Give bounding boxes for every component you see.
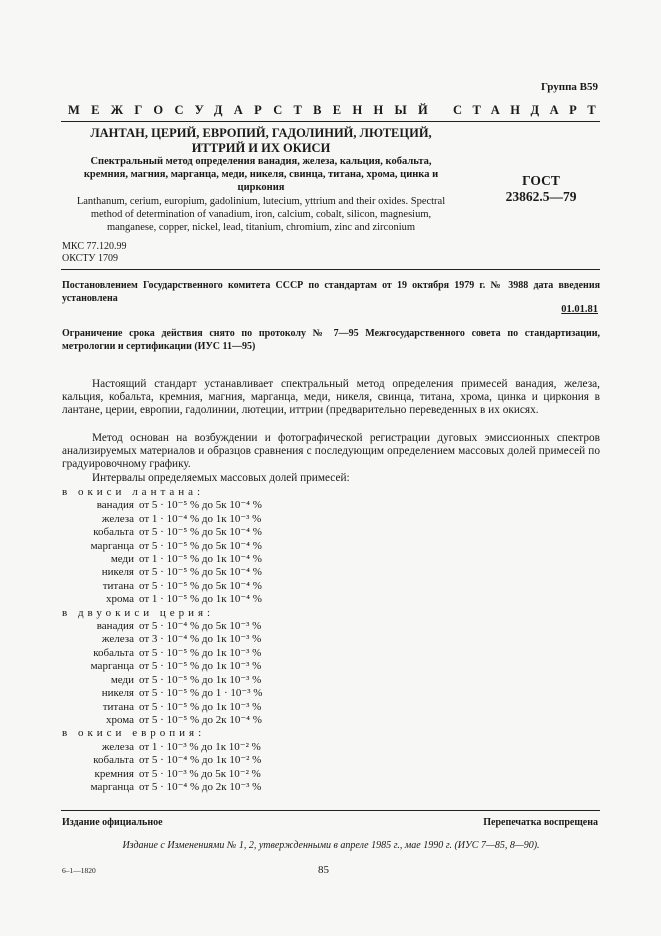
title-en: Lanthanum, cerium, europium, gadolinium, lutecium, yttrium and their oxides. Spectral method of determination of vanadium, iron, calcium, cobalt, silicon, magnesium, manganese, copper, nickel, lead, titanium, chromium, zinc and zirconium: [76, 196, 446, 233]
range-row: [62, 633, 262, 646]
element-range: от 5 · 10⁻⁵ % до 5к 10⁻⁴ %: [139, 526, 262, 539]
element-name: марганца: [90, 539, 134, 552]
range-row: [62, 499, 262, 512]
element-range: от 5 · 10⁻⁵ % до 1к 10⁻³ %: [139, 646, 262, 659]
range-row: [62, 660, 262, 673]
element-name: кремния: [94, 767, 134, 780]
element-name: марганца: [90, 780, 134, 793]
element-range: от 1 · 10⁻⁴ % до 1к 10⁻³ %: [139, 512, 262, 525]
element-range: от 5 · 10⁻⁵ % до 1к 10⁻³ %: [139, 660, 262, 673]
element-range: от 1 · 10⁻⁵ % до 1к 10⁻⁴ %: [139, 593, 262, 606]
footer-rule: [61, 810, 600, 811]
element-range: от 5 · 10⁻⁵ % до 5к 10⁻⁴ %: [139, 499, 262, 512]
element-range: от 5 · 10⁻⁵ % до 1к 10⁻³ %: [139, 673, 262, 686]
body-paragraph-1: Настоящий стандарт устанавливает спектральный метод определения примесей ванадия, железа, кальция, кобальта, кремния, магния, марганца, меди, никеля, свинца, титана, хрома, цинка и циркония в лантане, церии, европии, гадолинии, лютеции, иттрии (предварительно переведенных в их окисях.: [62, 378, 600, 417]
range-row: [62, 566, 262, 579]
okstu-code: ОКСТУ 1709: [62, 253, 119, 264]
gost-label: ГОСТ: [522, 173, 560, 188]
print-code: 6–1—1820: [62, 866, 96, 875]
group-heading: в окиси европия:: [62, 727, 206, 740]
range-row: [62, 526, 262, 539]
page-number: 85: [318, 864, 329, 876]
body-paragraph-3: Интервалы определяемых массовых долей примесей:: [92, 472, 350, 484]
element-name: кобальта: [93, 526, 134, 539]
group-heading: в двуокиси церия:: [62, 606, 215, 619]
element-name: меди: [110, 553, 134, 566]
reprint-prohibited: Перепечатка воспрещена: [483, 817, 598, 828]
title-ru-line2: ИТТРИЙ И ИХ ОКИСИ: [191, 141, 331, 155]
element-range: от 5 · 10⁻⁴ % до 5к 10⁻³ %: [139, 620, 262, 633]
header-rule: [61, 121, 600, 122]
decree-text: Постановлением Государственного комитета СССР по стандартам от 19 октября 1979 г. № 3988 дата введения установлена: [62, 280, 600, 304]
element-name: марганца: [90, 660, 134, 673]
element-name: железа: [101, 740, 134, 753]
range-row: [62, 701, 262, 714]
subtitle-ru: Спектральный метод определения ванадия, железа, кальция, кобальта, кремния, магния, марганца, меди, никеля, свинца, титана, хрома, цинка и циркония: [83, 156, 439, 193]
intro-date: 01.01.81: [561, 304, 598, 315]
group-code: Группа В59: [540, 81, 598, 93]
banner-standard: СТАНДАРТ: [453, 103, 607, 117]
gost-designation: [491, 173, 591, 205]
range-row: [62, 768, 262, 781]
range-row: [62, 687, 262, 700]
element-range: от 5 · 10⁻⁴ % до 2к 10⁻³ %: [139, 780, 262, 793]
range-row: [62, 647, 262, 660]
range-row: [62, 714, 262, 727]
element-name: ванадия: [96, 499, 134, 512]
codes-rule: [61, 269, 600, 270]
range-row: [62, 540, 262, 553]
range-row: [62, 620, 262, 633]
element-name: хрома: [105, 713, 134, 726]
element-name: никеля: [101, 566, 134, 579]
range-row: [62, 553, 262, 566]
impurity-ranges-list: [62, 486, 262, 794]
element-name: ванадия: [96, 620, 134, 633]
element-name: титана: [102, 579, 134, 592]
element-name: титана: [102, 700, 134, 713]
element-range: от 5 · 10⁻⁵ % до 5к 10⁻⁴ %: [139, 539, 262, 552]
range-row: [62, 580, 262, 593]
element-range: от 1 · 10⁻⁵ % до 1к 10⁻⁴ %: [139, 553, 262, 566]
element-range: от 5 · 10⁻⁵ % до 5к 10⁻⁴ %: [139, 566, 262, 579]
element-range: от 5 · 10⁻³ % до 5к 10⁻² %: [139, 767, 261, 780]
gost-number: 23862.5—79: [505, 189, 577, 204]
classification-codes: [62, 241, 126, 265]
element-name: кобальта: [93, 646, 134, 659]
body-paragraph-2: Метод основан на возбуждении и фотографической регистрации дуговых эмиссионных спектров анализируемых материалов и образцов сравнения с последующим определением массовых долей примесей по градуировочному графику.: [62, 432, 600, 471]
title-ru: [72, 126, 450, 156]
element-range: от 5 · 10⁻⁵ % до 2к 10⁻⁴ %: [139, 713, 262, 726]
title-ru-line1: ЛАНТАН, ЦЕРИЙ, ЕВРОПИЙ, ГАДОЛИНИЙ, ЛЮТЕЦИЙ,: [90, 126, 432, 140]
element-name: хрома: [105, 593, 134, 606]
element-range: от 5 · 10⁻⁵ % до 1к 10⁻³ %: [139, 700, 262, 713]
range-row: [62, 593, 262, 606]
edition-note: Издание с Изменениями № 1, 2, утвержденными в апреле 1985 г., мае 1990 г. (ИУС 7—85, 8—90).: [122, 840, 540, 851]
official-edition: Издание официальное: [62, 817, 163, 828]
element-range: от 5 · 10⁻⁵ % до 1 · 10⁻³ %: [139, 687, 263, 700]
range-row: [62, 513, 262, 526]
range-row: [62, 754, 262, 767]
banner-interstate: МЕЖГОСУДАРСТВЕННЫЙ: [68, 103, 440, 117]
mks-code: МКС 77.120.99: [62, 241, 127, 252]
element-range: от 3 · 10⁻⁴ % до 1к 10⁻³ %: [139, 633, 262, 646]
range-row: [62, 674, 262, 687]
limitation-text: Ограничение срока действия снято по протоколу № 7—95 Межгосударственного совета по стандартизации, метрологии и сертификации (ИУС 11—95): [62, 328, 600, 352]
element-name: железа: [101, 512, 134, 525]
element-range: от 5 · 10⁻⁴ % до 1к 10⁻² %: [139, 754, 262, 767]
element-name: кобальта: [93, 754, 134, 767]
range-row: [62, 741, 262, 754]
group-heading: в окиси лантана:: [62, 486, 205, 498]
range-row: [62, 781, 262, 794]
element-range: от 1 · 10⁻³ % до 1к 10⁻² %: [139, 740, 261, 753]
element-name: никеля: [101, 687, 134, 700]
element-name: меди: [110, 673, 134, 686]
element-name: железа: [101, 633, 134, 646]
element-range: от 5 · 10⁻⁵ % до 5к 10⁻⁴ %: [139, 579, 262, 592]
